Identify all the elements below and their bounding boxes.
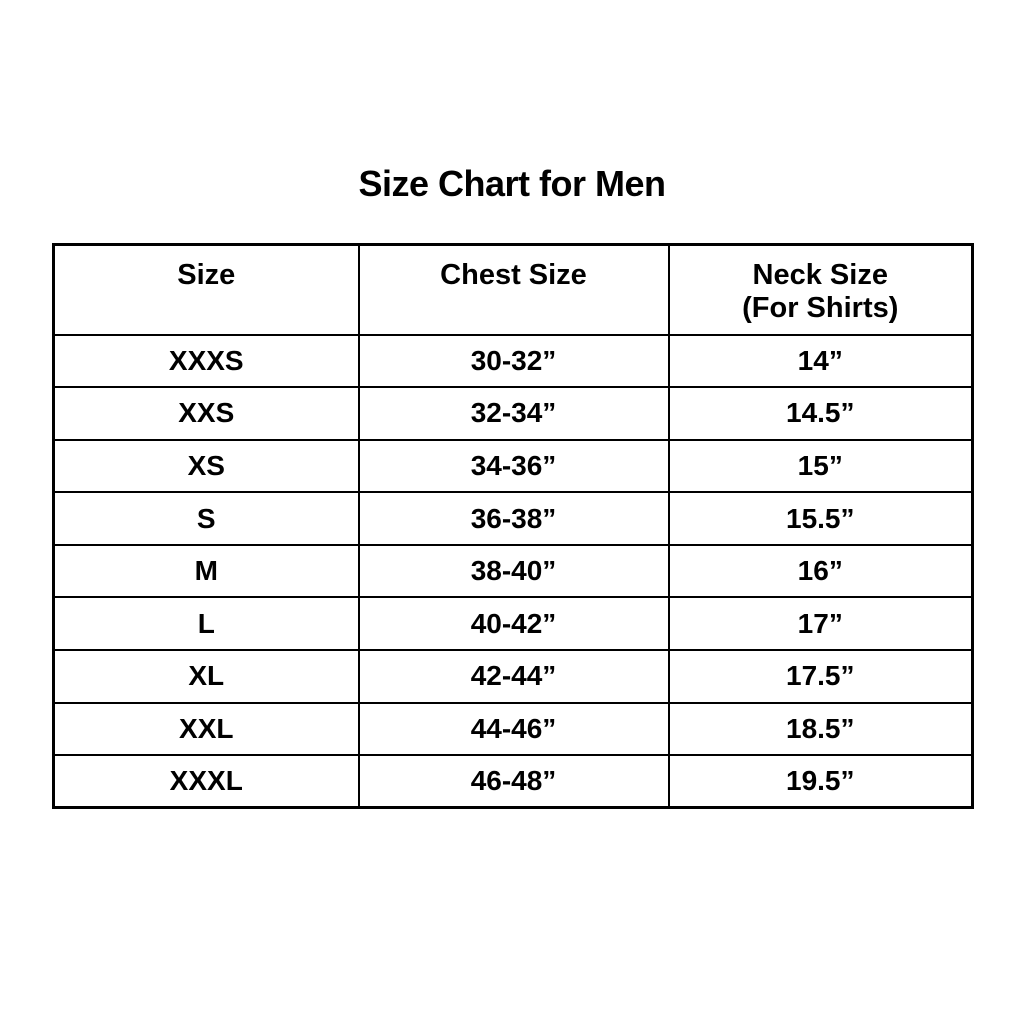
neck-size-cell: 17” bbox=[669, 597, 973, 650]
neck-size-header-line2: (For Shirts) bbox=[742, 292, 899, 325]
table-row bbox=[54, 755, 973, 808]
table-row bbox=[54, 335, 973, 388]
size-cell: XXL bbox=[54, 703, 359, 756]
header-row bbox=[54, 245, 973, 335]
chest-size-cell: 30-32” bbox=[359, 335, 669, 388]
neck-size-cell: 14” bbox=[669, 335, 973, 388]
page-title: Size Chart for Men bbox=[358, 163, 666, 204]
chest-size-cell: 34-36” bbox=[359, 440, 669, 493]
size-cell: XL bbox=[54, 650, 359, 703]
neck-size-cell: 15.5” bbox=[669, 492, 973, 545]
col-header-size: Size bbox=[54, 245, 359, 335]
chest-size-cell: 40-42” bbox=[359, 597, 669, 650]
col-header-chest-size: Chest Size bbox=[359, 245, 669, 335]
size-cell: M bbox=[54, 545, 359, 598]
table-row bbox=[54, 387, 973, 440]
chest-size-cell: 46-48” bbox=[359, 755, 669, 808]
chest-size-cell: 44-46” bbox=[359, 703, 669, 756]
table-row bbox=[54, 703, 973, 756]
neck-size-cell: 14.5” bbox=[669, 387, 973, 440]
neck-size-cell: 16” bbox=[669, 545, 973, 598]
table-row bbox=[54, 597, 973, 650]
chest-size-cell: 42-44” bbox=[359, 650, 669, 703]
chest-size-cell: 38-40” bbox=[359, 545, 669, 598]
size-chart-table bbox=[52, 243, 974, 809]
size-cell: L bbox=[54, 597, 359, 650]
size-cell: XS bbox=[54, 440, 359, 493]
table-row bbox=[54, 492, 973, 545]
size-cell: XXS bbox=[54, 387, 359, 440]
col-header-neck-size bbox=[669, 245, 973, 335]
neck-size-cell: 18.5” bbox=[669, 703, 973, 756]
size-cell: XXXS bbox=[54, 335, 359, 388]
neck-size-header-line1: Neck Size bbox=[752, 259, 888, 291]
size-cell: S bbox=[54, 492, 359, 545]
chest-size-cell: 36-38” bbox=[359, 492, 669, 545]
chest-size-cell: 32-34” bbox=[359, 387, 669, 440]
neck-size-cell: 15” bbox=[669, 440, 973, 493]
neck-size-cell: 17.5” bbox=[669, 650, 973, 703]
neck-size-cell: 19.5” bbox=[669, 755, 973, 808]
table-row bbox=[54, 440, 973, 493]
table-row bbox=[54, 545, 973, 598]
size-cell: XXXL bbox=[54, 755, 359, 808]
table-row bbox=[54, 650, 973, 703]
